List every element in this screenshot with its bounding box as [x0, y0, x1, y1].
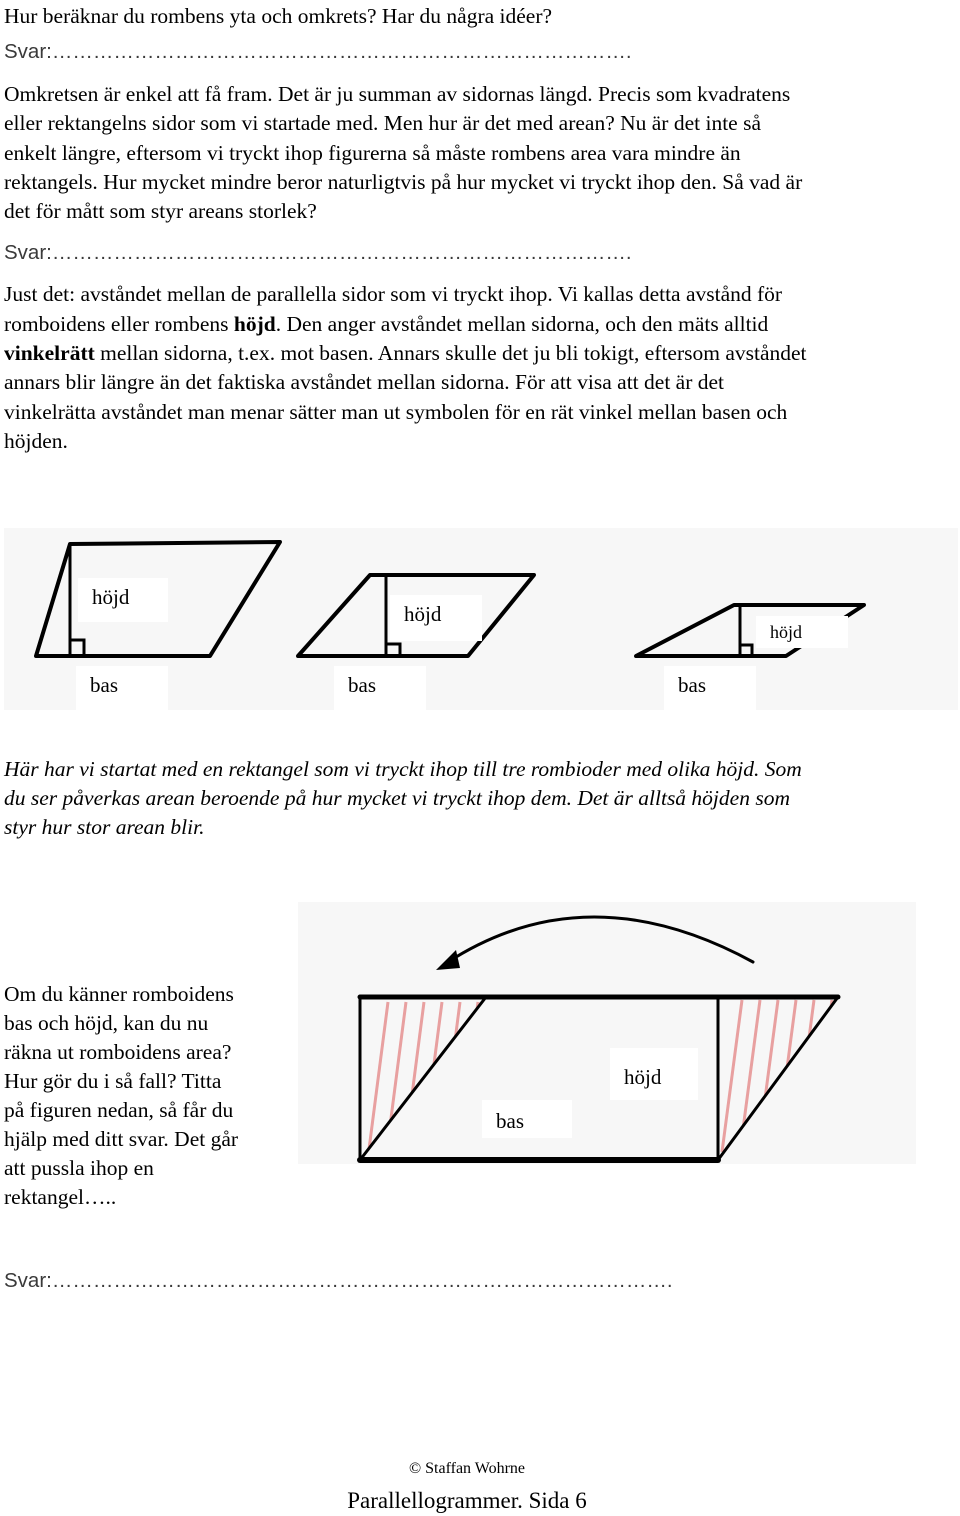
text-span: romboidens eller rombens [4, 312, 234, 336]
copyright: © Staffan Wohrne [408, 1460, 526, 1477]
paragraph-2-line-4: annars blir längre än det faktiska avståndet mellan sidorna. För att visa att det är det [4, 370, 725, 394]
paragraph-2-line-5: vinkelrätta avståndet man menar sätter man ut symbolen för en rät vinkel mellan basen och [4, 400, 788, 424]
paragraph-2-line-1: Just det: avståndet mellan de parallella sidor som vi tryckt ihop. Vi kallas detta avstånd för [4, 282, 783, 306]
keyword-vinkelratt: vinkelrätt [4, 341, 95, 365]
side-text-line-8: rektangel….. [4, 1185, 117, 1209]
side-text-line-1: Om du känner romboidens [4, 982, 234, 1006]
paragraph-1-line-2: eller rektangelns sidor som vi startade med. Men hur är det med arean? Nu är det inte så [4, 111, 762, 135]
hatch-right [722, 1000, 832, 1152]
side-text-line-4: Hur gör du i så fall? Titta [4, 1069, 222, 1093]
answer-line-3: Svar:………………………………………………………………………………. [4, 1269, 673, 1292]
label-hojd-3: höjd [756, 616, 848, 648]
side-text-line-5: på figuren nedan, så får du [4, 1098, 234, 1122]
label-bas-1: bas [76, 666, 168, 710]
arrow-head [436, 950, 460, 970]
caption-line-1: Här har vi startat med en rektangel som vi tryckt ihop till tre rombioder med olika höjd. Som [4, 757, 802, 781]
label-bas: bas [482, 1100, 572, 1138]
paragraph-1-line-1: Omkretsen är enkel att få fram. Det är ju summan av sidornas längd. Precis som kvadratens [4, 82, 791, 106]
figure-rhomboid-to-rectangle [298, 902, 916, 1164]
paragraph-1-line-4: rektangels. Hur mycket mindre beror naturligtvis på hur mycket vi tryckt ihop den. Så vad är [4, 170, 803, 194]
paragraph-1-line-3: enkelt längre, eftersom vi tryckt ihop figurerna så måste rombens area vara mindre än [4, 141, 741, 165]
paragraph-2-line-6: höjden. [4, 429, 68, 453]
label-hojd-2: höjd [390, 595, 482, 641]
intro-question: Hur beräknar du rombens yta och omkrets? Har du några idéer? [4, 4, 553, 28]
move-arrow [448, 917, 753, 962]
side-text-line-6: hjälp med ditt svar. Det går [4, 1127, 239, 1151]
side-text-line-2: bas och höjd, kan du nu [4, 1011, 209, 1035]
paragraph-2-line-3 [4, 339, 807, 368]
answer-line-1: Svar:…………………………………………………………………………. [4, 40, 632, 63]
page-footer: Parallellogrammer. Sida 6 [347, 1488, 587, 1513]
caption-line-3: styr hur stor arean blir. [4, 815, 205, 839]
text-span: . Den anger avståndet mellan sidorna, och den mäts alltid [275, 312, 769, 336]
paragraph-1-line-5: det för mått som styr areans storlek? [4, 199, 317, 223]
label-hojd-1: höjd [78, 578, 168, 622]
side-text-line-3: räkna ut romboidens area? [4, 1040, 232, 1064]
caption-line-2: du ser påverkas arean beroende på hur mycket vi tryckt ihop dem. Det är alltså höjden som [4, 786, 790, 810]
figure-rhomboids [4, 528, 958, 710]
label-bas-2: bas [334, 666, 426, 710]
answer-line-2: Svar:…………………………………………………………………………. [4, 241, 632, 264]
text-span: mellan sidorna, t.ex. mot basen. Annars skulle det ju bli tokigt, eftersom avståndet [94, 341, 807, 365]
right-angle-1 [70, 640, 84, 656]
keyword-hojd: höjd [233, 312, 276, 336]
label-bas-3: bas [664, 666, 756, 710]
paragraph-2-line-2 [4, 310, 768, 339]
slanted-side-right [718, 997, 838, 1160]
side-text-line-7: att pussla ihop en [4, 1156, 154, 1180]
label-hojd: höjd [610, 1048, 698, 1100]
rearrange-drawing [298, 902, 916, 1164]
